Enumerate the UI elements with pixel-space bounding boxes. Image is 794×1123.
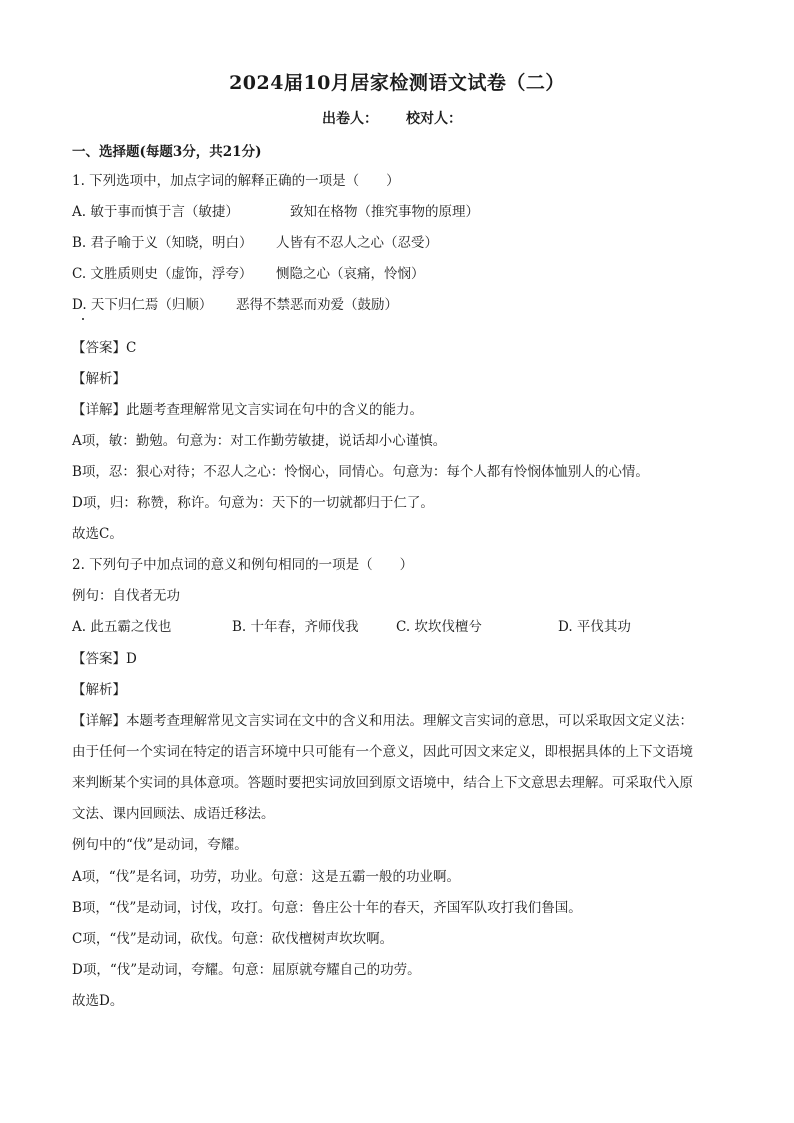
q2-example: 例句：自伐者无功 [72, 588, 180, 604]
q1-option-a-part2: 致知在格物（推究事物的原理） [290, 204, 479, 220]
stray-dot [82, 318, 84, 320]
setter-label: 出卷人： [322, 111, 378, 127]
q1-option-d [72, 296, 398, 314]
q1-detail: 【详解】此题考查理解常见文言实词在句中的含义的能力。 [72, 402, 423, 418]
q2-explanation-b: B项，“伐”是动词，讨伐，攻打。句意：鲁庄公十年的春天，齐国军队攻打我们鲁国。 [72, 900, 582, 916]
q1-option-b [72, 234, 438, 252]
q1-option-c-part1: C. 文胜质则史（虚饰，浮夸） [72, 266, 253, 282]
q2-options [72, 618, 631, 636]
q2-answer: 【答案】D [72, 651, 137, 667]
q1-option-d-part1: D. 天下归仁焉（归顺） [72, 297, 213, 313]
q1-answer: 【答案】C [72, 340, 137, 356]
q2-explanation-a: A项，“伐”是名词，功劳，功业。句意：这是五霸一般的功业啊。 [72, 869, 461, 885]
q2-option-a: A. 此五霸之伐也 [72, 619, 172, 635]
q1-option-d-part2: 恶得不禁恶而劝爱（鼓励） [236, 297, 398, 313]
q2-option-b: B. 十年春，齐师伐我 [232, 619, 359, 635]
q1-stem: 1. 下列选项中，加点字词的解释正确的一项是（ ） [72, 173, 400, 189]
q1-option-b-part2: 人皆有不忍人之心（忍受） [276, 235, 438, 251]
section-heading: 一、选择题(每题3分，共21分) [72, 144, 262, 160]
q2-detail-line-3: 来判断某个实词的具体意项。答题时要把实词放回到原文语境中，结合上下文意思去理解。可采取代入原 [72, 775, 693, 791]
exam-title: 2024届10月居家检测语文试卷（二） [229, 72, 565, 94]
q1-explanation-a: A项，敏：勤勉。句意为：对工作勤劳敏捷，说话却小心谨慎。 [72, 433, 447, 449]
q1-analysis-label: 【解析】 [72, 371, 126, 387]
q2-detail-line-4: 文法、课内回顾法、成语迁移法。 [72, 806, 275, 822]
q2-option-c: C. 坎坎伐檀兮 [396, 619, 482, 635]
exam-credits [322, 108, 462, 128]
q1-explanation-d: D项，归：称赞，称许。句意为：天下的一切就都归于仁了。 [72, 495, 434, 511]
checker-label: 校对人： [406, 111, 462, 127]
q1-option-a [72, 203, 479, 221]
q2-explanation-c: C项，“伐”是动词，砍伐。句意：砍伐檀树声坎坎啊。 [72, 931, 394, 947]
q1-explanation-b: B项，忍：狠心对待；不忍人之心：怜悯心，同情心。句意为：每个人都有怜悯体恤别人的心情。 [72, 464, 649, 480]
q1-option-c-part2: 恻隐之心（哀痛，怜悯） [276, 266, 425, 282]
q2-detail-line-1: 【详解】本题考查理解常见文言实词在文中的含义和用法。理解文言实词的意思，可以采取因文定义法： [72, 713, 693, 729]
q2-analysis-label: 【解析】 [72, 682, 126, 698]
q1-option-a-part1: A. 敏于事而慎于言（敏捷） [72, 204, 239, 220]
q2-stem: 2. 下列句子中加点词的意义和例句相同的一项是（ ） [72, 557, 414, 573]
q2-example-note: 例句中的“伐”是动词，夸耀。 [72, 837, 248, 853]
q2-conclusion: 故选D。 [72, 993, 124, 1009]
q1-option-c [72, 265, 425, 283]
q1-conclusion: 故选C。 [72, 526, 123, 542]
q2-explanation-d: D项，“伐”是动词，夸耀。句意：屈原就夸耀自己的功劳。 [72, 962, 421, 978]
q2-option-d: D. 平伐其功 [558, 619, 631, 635]
q2-detail-line-2: 由于任何一个实词在特定的语言环境中只可能有一个意义，因此可因文来定义，即根据具体的上下文语境 [72, 744, 693, 760]
q1-option-b-part1: B. 君子喻于义（知晓，明白） [72, 235, 253, 251]
